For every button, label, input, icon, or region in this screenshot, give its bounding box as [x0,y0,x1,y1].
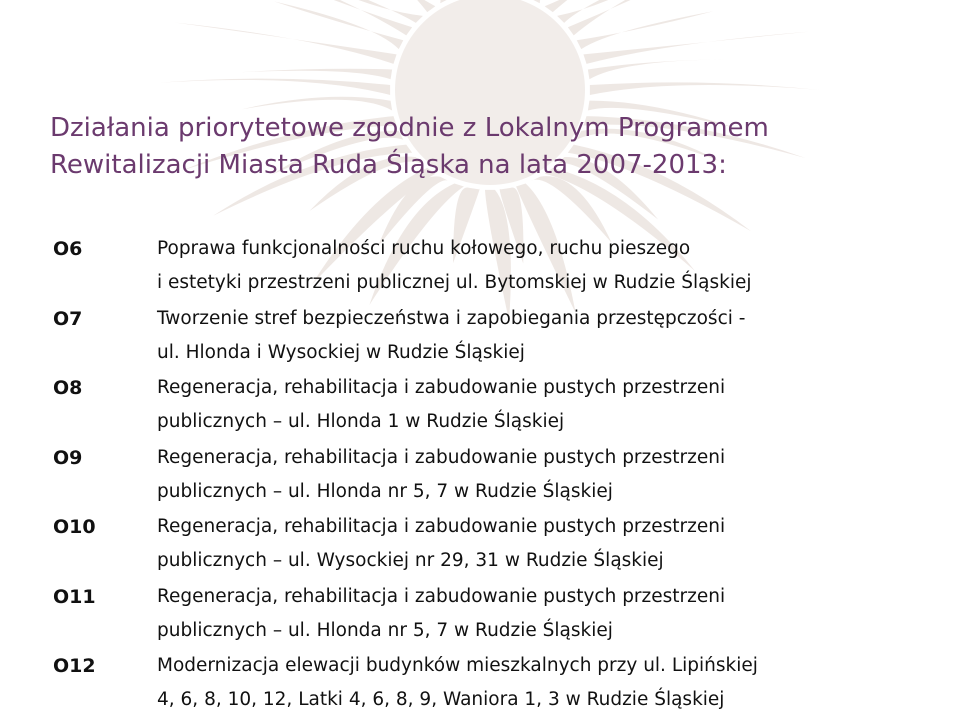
item-description [157,232,957,300]
list-item [0,510,959,580]
item-description-line-1: Regeneracja, rehabilitacja i zabudowanie pustych przestrzeni [157,516,726,537]
sun-ray [545,0,699,12]
item-code: O11 [53,585,96,608]
list-item [0,232,959,302]
sun-ray [590,82,820,95]
list-item [0,302,959,372]
item-code: O10 [53,516,96,538]
item-description-line-1: Tworzenie stref bezpieczeństwa i zapobiegania przestępczości - [157,307,746,329]
page-title-line-2: Rewitalizacji Miasta Ruda Śląska na lata 2007-2013: [50,150,727,180]
item-description-line-2: publicznych – ul. Hlonda nr 5, 7 w Rudzie Śląskiej [157,480,613,502]
item-code: O6 [53,238,83,260]
sun-ray [160,79,390,95]
list-item [0,649,959,719]
list-item [0,371,959,441]
item-description-line-2: publicznych – ul. Hlonda 1 w Rudzie Śląskiej [157,411,565,432]
sun-ray [223,0,412,35]
sun-ray [583,32,809,64]
item-description-line-1: Poprawa funkcjonalności ruchu kołowego, ruchu pieszego [157,238,691,259]
item-description-line-2: 4, 6, 8, 10, 12, Latki 4, 6, 8, 9, Waniora 1, 3 w Rudzie Śląskiej [157,689,725,710]
item-code: O7 [53,307,83,330]
sun-ray [303,0,423,23]
item-description [157,441,957,509]
item-description [157,302,957,370]
item-code: O9 [53,446,83,469]
item-description-line-2: publicznych – ul. Hlonda nr 5, 7 w Rudzie Śląskiej [157,619,613,641]
item-description-line-2: i estetyki przestrzeni publicznej ul. Bytomskiej w Rudzie Śląskiej [157,272,752,293]
list-item [0,441,959,511]
item-description-line-1: Regeneracja, rehabilitacja i zabudowanie pustych przestrzeni [157,446,726,468]
item-description-line-1: Regeneracja, rehabilitacja i zabudowanie pustych przestrzeni [157,585,726,607]
list-item [0,580,959,650]
sun-ray [242,97,393,111]
item-description [157,510,957,578]
priority-actions-list [0,232,959,719]
item-description-line-2: ul. Hlonda i Wysockiej w Rudzie Śląskiej [157,341,525,363]
sun-ray [274,1,403,49]
item-code: O8 [53,377,83,399]
item-description [157,371,957,439]
page-title [50,110,769,184]
sun-ray [557,0,669,23]
item-code: O12 [53,655,96,677]
item-description [157,649,957,717]
item-description-line-1: Modernizacja elewacji budynków mieszkalnych przy ul. Lipińskiej [157,655,758,676]
sun-ray [241,69,392,80]
sun-ray [588,59,736,79]
item-description-line-1: Regeneracja, rehabilitacja i zabudowanie pustych przestrzeni [157,377,726,398]
page-title-line-1: Działania priorytetowe zgodnie z Lokalnym Programem [50,113,769,143]
item-description [157,580,957,648]
item-description-line-2: publicznych – ul. Wysockiej nr 29, 31 w Rudzie Śląskiej [157,550,664,571]
